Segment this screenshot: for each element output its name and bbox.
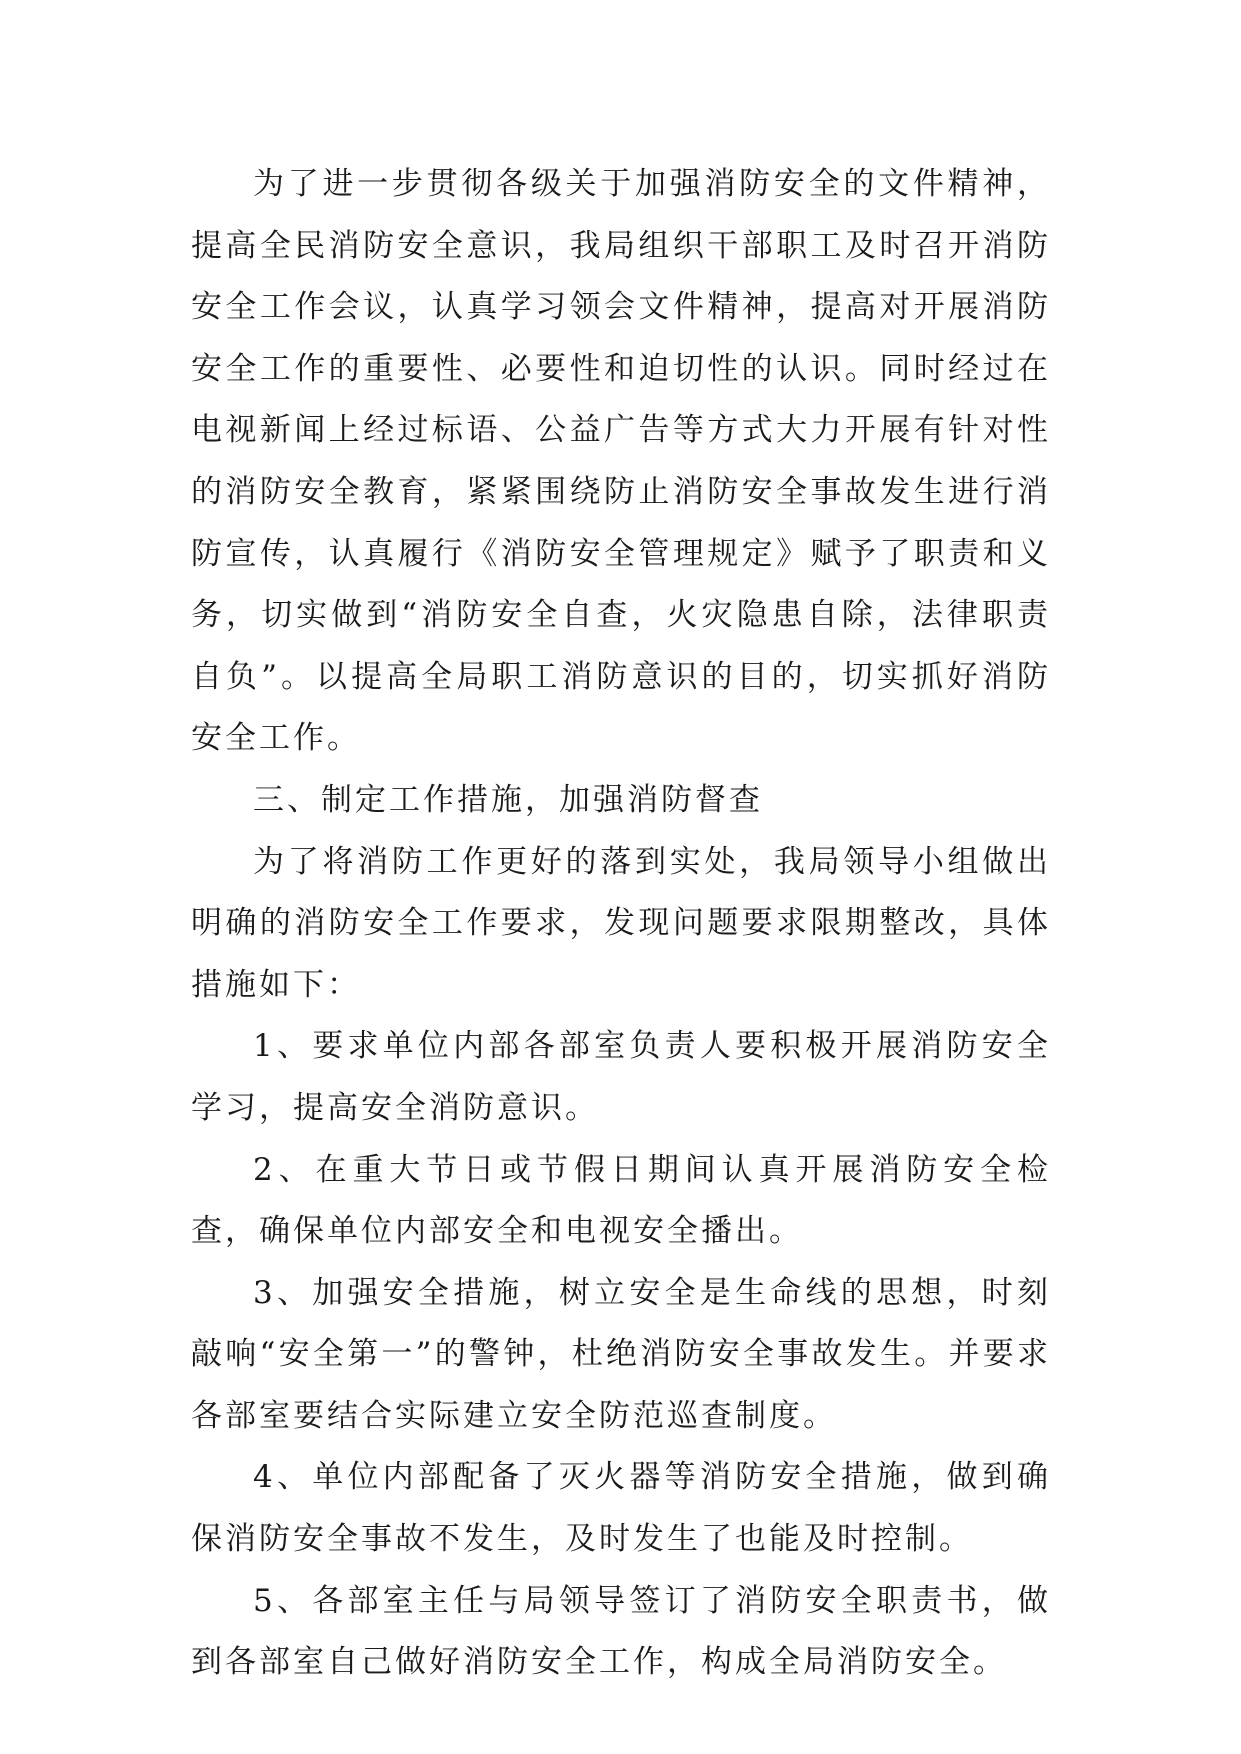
list-item-4: 4、单位内部配备了灭火器等消防安全措施，做到确保消防安全事故不发生，及时发生了也能及时控制。 (191, 1459, 1051, 1558)
list-item-3: 3、加强安全措施，树立安全是生命线的思想，时刻敲响“安全第一”的警钟，杜绝消防安全事故发生。并要求各部室要结合实际建立安全防范巡查制度。 (191, 1274, 1051, 1434)
paragraph-fire-safety-education: 为了进一步贯彻各级关于加强消防安全的文件精神，提高全民消防安全意识，我局组织干部职工及时召开消防安全工作会议，认真学习领会文件精神，提高对开展消防安全工作的重要性、必要性和迫切性的认识。同时经过在电视新闻上经过标语、公益广告等方式大力开展有针对性的消防安全教育，紧紧围绕防止消防安全事故发生进行消防宣传，认真履行《消防安全管理规定》赋予了职责和义务，切实做到“消防安全自查，火灾隐患自除，法律职责自负”。以提高全局职工消防意识的目的，切实抓好消防安全工作。 (191, 166, 1051, 757)
section-heading-measures: 三、制定工作措施，加强消防督查 (253, 781, 763, 818)
document-body (191, 154, 1051, 1694)
list-item-1: 1、要求单位内部各部室负责人要积极开展消防安全学习，提高安全消防意识。 (191, 1028, 1051, 1126)
list-item-2: 2、在重大节日或节假日期间认真开展消防安全检查，确保单位内部安全和电视安全播出。 (191, 1151, 1051, 1250)
paragraph-measures-intro: 为了将消防工作更好的落到实处，我局领导小组做出明确的消防安全工作要求，发现问题要求限期整改，具体措施如下： (191, 843, 1051, 1003)
list-item-5: 5、各部室主任与局领导签订了消防安全职责书，做到各部室自己做好消防安全工作，构成全局消防安全。 (191, 1582, 1051, 1681)
